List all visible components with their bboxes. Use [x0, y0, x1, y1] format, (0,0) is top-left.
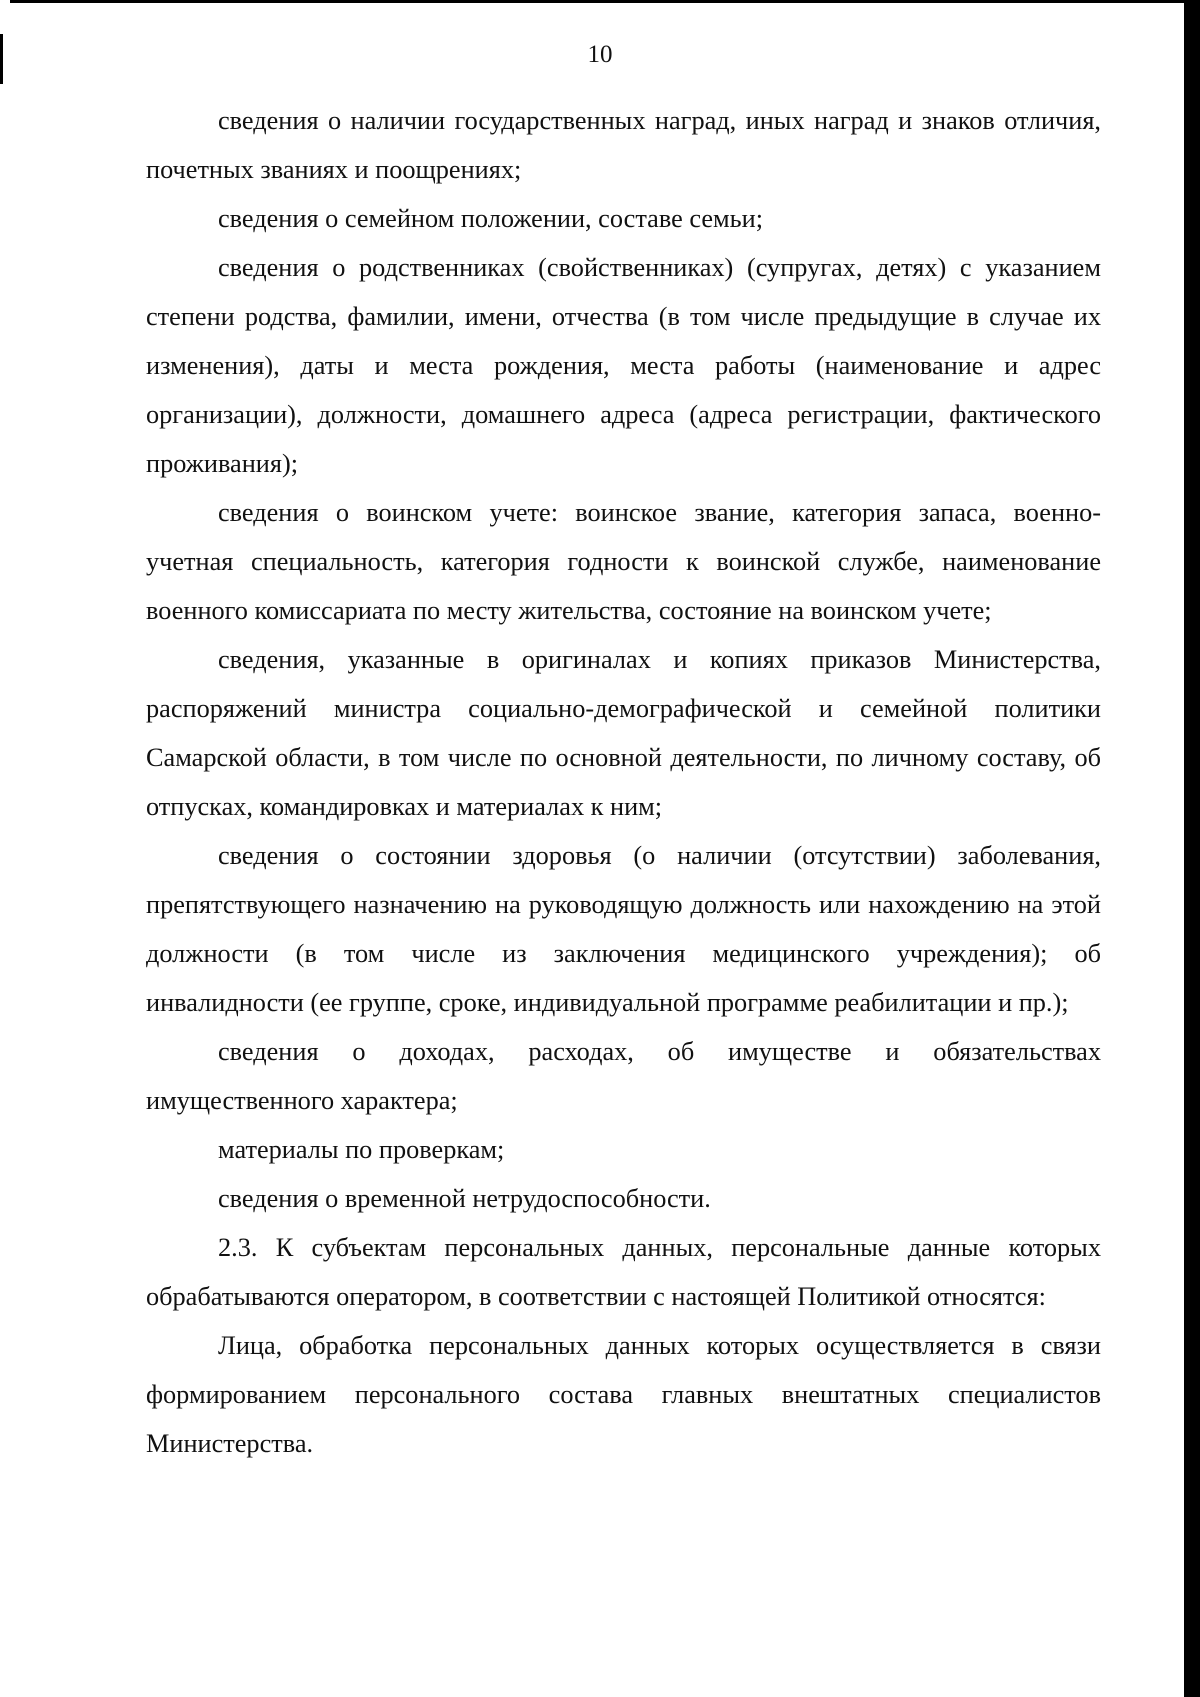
paragraph-disability-leave: сведения о временной нетрудоспособности. — [218, 1184, 711, 1213]
scan-border-right — [1184, 0, 1200, 1697]
paragraph-section-2-3: 2.3. К субъектам персональных данных, персональные данные которых обрабатываются оператором, в соответствии с настоящей Политикой относятся: — [146, 1233, 1101, 1311]
paragraph-income: сведения о доходах, расходах, об имуществе и обязательствах имущественного характера; — [146, 1037, 1101, 1115]
paragraph-awards: сведения о наличии государственных наград, иных наград и знаков отличия, почетных званиях и поощрениях; — [146, 106, 1101, 184]
document-body — [146, 96, 1101, 1468]
paragraph-orders: сведения, указанные в оригиналах и копиях приказов Министерства, распоряжений министра социально-демографической и семейной политики Самарской области, в том числе по основной деятельности, по личному составу, об отпусках, командировках и материалах к ним; — [146, 645, 1101, 821]
paragraph-persons: Лица, обработка персональных данных которых осуществляется в связи формированием персонального состава главных внештатных специалистов Министерства. — [146, 1331, 1101, 1458]
paragraph-health: сведения о состоянии здоровья (о наличии (отсутствии) заболевания, препятствующего назначению на руководящую должность или нахождению на этой должности (в том числе из заключения медицинского учреждения); об инвалидности (ее группе, сроке, индивидуальной программе реабилитации и пр.); — [146, 841, 1101, 1017]
page-number: 10 — [587, 41, 613, 68]
paragraph-inspections: материалы по проверкам; — [218, 1135, 505, 1164]
paragraph-family-status: сведения о семейном положении, составе семьи; — [218, 204, 764, 233]
paragraph-military-record: сведения о воинском учете: воинское звание, категория запаса, военно-учетная специальность, категория годности к воинской службе, наименование военного комиссариата по месту жительства, состояние на воинском учете; — [146, 498, 1101, 625]
scan-border-top — [10, 0, 1188, 3]
paragraph-relatives: сведения о родственниках (свойственниках) (супругах, детях) с указанием степени родства, фамилии, имени, отчества (в том числе предыдущие в случае их изменения), даты и места рождения, места работы (наименование и адрес организации), должности, домашнего адреса (адреса регистрации, фактического проживания); — [146, 253, 1101, 478]
